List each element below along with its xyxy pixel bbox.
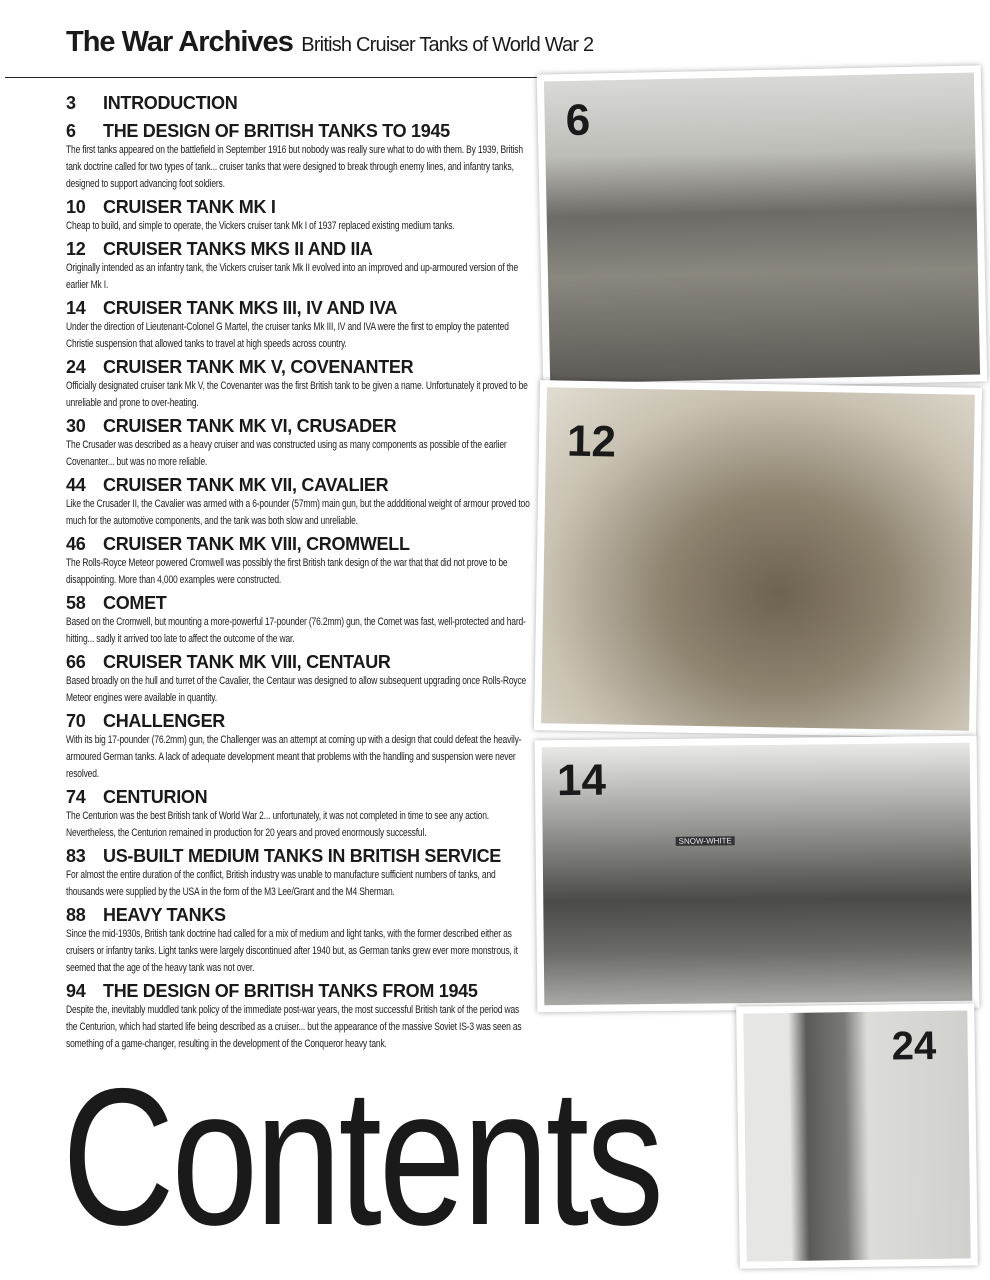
toc-entry-description: Under the direction of Lieutenant-Colonel G Martel, the cruiser tanks Mk III, IV and IVA were the first to employ the patented Christie suspension that allowed tanks to travel at high speeds across country. <box>66 321 509 350</box>
toc-entry-description: Based on the Cromwell, but mounting a more-powerful 17-pounder (76.2mm) gun, the Comet was fast, well-protected and hard-hitting... sadly it arrived too late to affect the outcome of the war. <box>66 616 526 645</box>
toc-entry-title: CENTURION <box>103 787 208 807</box>
toc-entry-heading <box>66 196 536 218</box>
contents-heading: Contents <box>62 1048 661 1266</box>
toc-entry <box>66 533 536 589</box>
toc-page-number: 30 <box>66 416 86 436</box>
toc-entry-heading <box>66 238 536 260</box>
toc-entry-title: CRUISER TANK MK V, COVENANTER <box>103 357 414 377</box>
toc-entry-title: HEAVY TANKS <box>103 905 226 925</box>
toc-entry-heading <box>66 415 536 437</box>
photo-page-number: 14 <box>556 755 607 806</box>
publication-title: The War Archives <box>66 26 293 58</box>
toc-entry-heading <box>66 92 536 114</box>
toc-entry-description: Officially designated cruiser tank Mk V, the Covenanter was the first British tank to be given a name. Unfortunately it proved to be unreliable and prone to over-heating. <box>66 380 528 409</box>
toc-entry <box>66 238 536 294</box>
photo-covenanter-bridgelayer <box>736 1003 978 1268</box>
photo-page-number: 6 <box>565 95 591 146</box>
publication-subtitle: British Cruiser Tanks of World War 2 <box>301 34 594 56</box>
toc-entry <box>66 786 536 842</box>
toc-entry <box>66 297 536 353</box>
toc-entry-description: Based broadly on the hull and turret of the Cavalier, the Centaur was designed to allow subsequent upgrading once Rolls-Royce Meteor engines were available in quantity. <box>66 675 527 704</box>
photo-tank-transporter <box>535 736 980 1013</box>
toc-page-number: 14 <box>66 298 86 318</box>
toc-entry-heading <box>66 356 536 378</box>
toc-entry-title: US-BUILT MEDIUM TANKS IN BRITISH SERVICE <box>103 846 502 866</box>
page-header <box>66 26 593 59</box>
toc-entry-description: Cheap to build, and simple to operate, the Vickers cruiser tank Mk I of 1937 replaced existing medium tanks. <box>66 220 455 232</box>
photo-mark-i-tank <box>537 65 988 390</box>
table-of-contents <box>66 92 536 1056</box>
photo-page-number: 12 <box>566 416 617 467</box>
toc-entry-title: CHALLENGER <box>103 711 225 731</box>
toc-entry-description: Since the mid-1930s, British tank doctrine had called for a mix of medium and light tanks, with the former described either as cruisers or infantry tanks. Light tanks were largely discontinued after 1940 but, as German tanks grew ever more monstrous, it seemed that the age of the heavy tank was not over. <box>66 928 518 974</box>
toc-entry <box>66 415 536 471</box>
toc-entry-title: THE DESIGN OF BRITISH TANKS FROM 1945 <box>103 981 478 1001</box>
toc-entry <box>66 474 536 530</box>
toc-entry <box>66 92 536 114</box>
toc-entry-heading <box>66 651 536 673</box>
toc-entry-heading <box>66 845 536 867</box>
toc-page-number: 58 <box>66 593 86 613</box>
toc-entry-title: CRUISER TANK MK VIII, CENTAUR <box>103 652 391 672</box>
toc-entry-heading <box>66 786 536 808</box>
toc-entry-description: The Crusader was described as a heavy cruiser and was constructed using as many components as possible of the earlier Covenanter... but was no more reliable. <box>66 439 507 468</box>
toc-page-number: 10 <box>66 197 86 217</box>
toc-entry <box>66 592 536 648</box>
toc-entry-heading <box>66 297 536 319</box>
toc-entry-title: CRUISER TANK MK VIII, CROMWELL <box>103 534 410 554</box>
toc-entry <box>66 651 536 707</box>
photo-page-number: 24 <box>891 1023 937 1069</box>
truck-sign: SNOW-WHITE <box>676 836 735 846</box>
toc-entry-heading <box>66 710 536 732</box>
toc-page-number: 83 <box>66 846 86 866</box>
toc-page-number: 88 <box>66 905 86 925</box>
toc-entry-title: CRUISER TANK MK I <box>103 197 276 217</box>
toc-page-number: 44 <box>66 475 86 495</box>
toc-entry-description: For almost the entire duration of the conflict, British industry was unable to manufacture sufficient numbers of tanks, and thousands were supplied by the USA in the form of the M3 Lee/Grant and the M4 Sherman. <box>66 869 496 898</box>
toc-entry <box>66 904 536 977</box>
toc-page-number: 46 <box>66 534 86 554</box>
toc-entry-description: The first tanks appeared on the battlefield in September 1916 but nobody was really sure what to do with them. By 1939, British tank doctrine called for two types of tank... cruiser tanks that were designed to break through enemy lines, and infantry tanks, designed to support advancing foot soldiers. <box>66 144 523 190</box>
toc-page-number: 6 <box>66 121 76 141</box>
toc-entry <box>66 356 536 412</box>
toc-entry-title: INTRODUCTION <box>103 93 238 113</box>
toc-entry-title: CRUISER TANK MK VI, CRUSADER <box>103 416 397 436</box>
toc-entry-title: THE DESIGN OF BRITISH TANKS TO 1945 <box>103 121 450 141</box>
toc-entry-title: CRUISER TANKS MKS II AND IIA <box>103 239 373 259</box>
toc-entry-heading <box>66 474 536 496</box>
toc-entry <box>66 196 536 235</box>
toc-entry-description: Originally intended as an infantry tank, the Vickers cruiser tank Mk II evolved into an improved and up-armoured version of the earlier Mk I. <box>66 262 519 291</box>
toc-entry-title: CRUISER TANK MKS III, IV AND IVA <box>103 298 398 318</box>
toc-entry-heading <box>66 980 536 1002</box>
toc-page-number: 94 <box>66 981 86 1001</box>
toc-entry-title: COMET <box>103 593 167 613</box>
toc-entry-description: Like the Crusader II, the Cavalier was armed with a 6-pounder (57mm) main gun, but the addditional weight of armour proved too much for the automotive components, and the tank was both slow and unreliable. <box>66 498 530 527</box>
toc-entry <box>66 980 536 1053</box>
toc-entry-title: CRUISER TANK MK VII, CAVALIER <box>103 475 389 495</box>
toc-entry-heading <box>66 904 536 926</box>
toc-entry <box>66 120 536 193</box>
toc-entry <box>66 710 536 783</box>
toc-page-number: 66 <box>66 652 86 672</box>
toc-entry-heading <box>66 120 536 142</box>
header-divider <box>5 77 545 78</box>
photo-crusader-tank <box>534 380 982 738</box>
toc-page-number: 3 <box>66 93 76 113</box>
toc-page-number: 24 <box>66 357 86 377</box>
toc-entry <box>66 845 536 901</box>
toc-page-number: 12 <box>66 239 86 259</box>
toc-entry-heading <box>66 592 536 614</box>
toc-page-number: 74 <box>66 787 86 807</box>
toc-page-number: 70 <box>66 711 86 731</box>
toc-entry-heading <box>66 533 536 555</box>
toc-entry-description: The Centurion was the best British tank of World War 2... unfortunately, it was not completed in time to see any action. Nevertheless, the Centurion remained in production for 20 years and proved enormously successful. <box>66 810 489 839</box>
toc-entry-description: With its big 17-pounder (76.2mm) gun, the Challenger was an attempt at coming up with a design that could defeat the heavily-armoured German tanks. A lack of adequate development meant that problems with the handling and suspension were never resolved. <box>66 734 522 780</box>
toc-entry-description: The Rolls-Royce Meteor powered Cromwell was possibly the first British tank design of the war that that did not prove to be disappointing. More than 4,000 examples were constructed. <box>66 557 508 586</box>
toc-entry-description: Despite the, inevitably muddled tank policy of the immediate post-war years, the most successful British tank of the period was the Centurion, which had started life being described as a cruiser... but the appearance of the massive Soviet IS-3 was seen as something of a game-changer, resulting in the development of the Conqueror heavy tank. <box>66 1004 522 1050</box>
